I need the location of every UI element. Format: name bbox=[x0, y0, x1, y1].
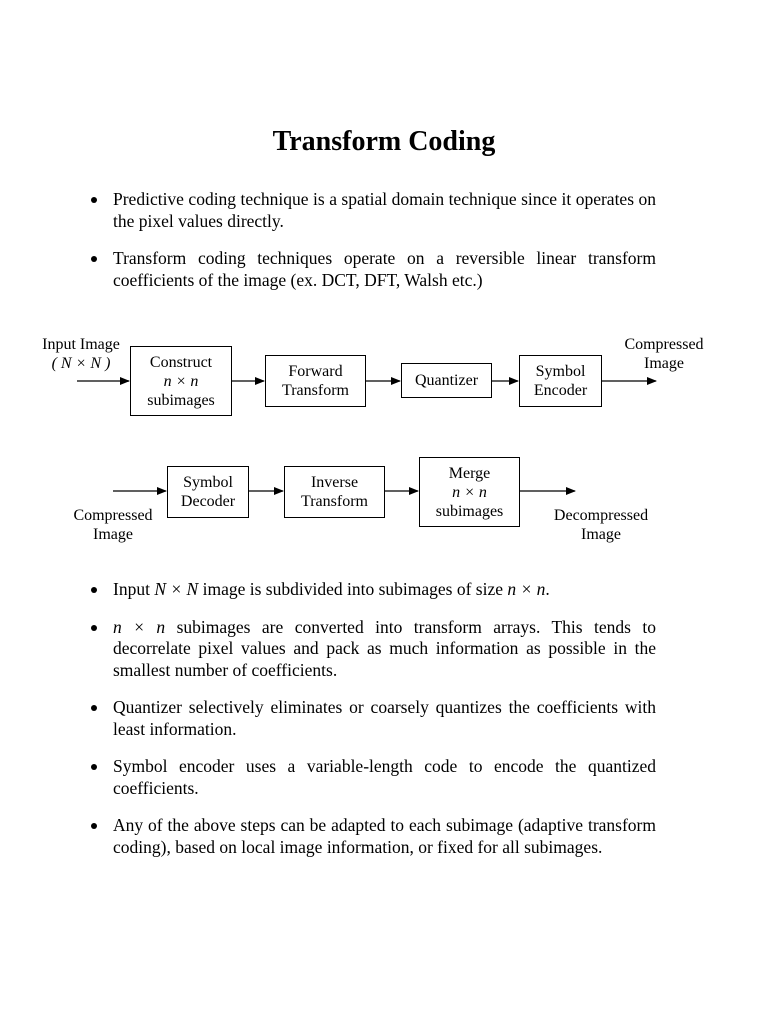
detail-bullet: n × n subimages are converted into transform arrays. This tends to decorrelate pixel values and pack as much information as possible in the smallest number of coefficients. bbox=[88, 617, 656, 682]
encoder-input-label: Input Image ( N × N ) bbox=[42, 336, 120, 372]
symbol-decoder-block: Symbol Decoder bbox=[167, 466, 249, 518]
detail-bullet-list bbox=[88, 579, 656, 874]
quantizer-block: Quantizer bbox=[401, 363, 492, 398]
inverse-transform-block: Inverse Transform bbox=[284, 466, 385, 518]
decoder-output-label: Decompressed Image bbox=[553, 507, 649, 543]
symbol-encoder-block: Symbol Encoder bbox=[519, 355, 602, 407]
page-title: Transform Coding bbox=[272, 126, 496, 157]
detail-bullet: Symbol encoder uses a variable-length code to encode the quantized coefficients. bbox=[88, 756, 656, 799]
forward-transform-block: Forward Transform bbox=[265, 355, 366, 407]
intro-bullet: Predictive coding technique is a spatial domain technique since it operates on the pixel values directly. bbox=[88, 189, 656, 232]
detail-bullet: Any of the above steps can be adapted to each subimage (adaptive transform coding), based on local image information, or fixed for all subimages. bbox=[88, 815, 656, 858]
detail-bullet: Input N × N image is subdivided into subimages of size n × n. bbox=[88, 579, 656, 601]
merge-subimages-block: Merge n × n subimages bbox=[419, 457, 520, 527]
decoder-input-label: Compressed Image bbox=[73, 507, 153, 543]
construct-subimages-block: Construct n × n subimages bbox=[130, 346, 232, 416]
intro-bullet: Transform coding techniques operate on a reversible linear transform coefficients of the image (ex. DCT, DFT, Walsh etc.) bbox=[88, 248, 656, 291]
detail-bullet: Quantizer selectively eliminates or coarsely quantizes the coefficients with least information. bbox=[88, 697, 656, 740]
encoder-output-label: Compressed Image bbox=[624, 336, 704, 372]
